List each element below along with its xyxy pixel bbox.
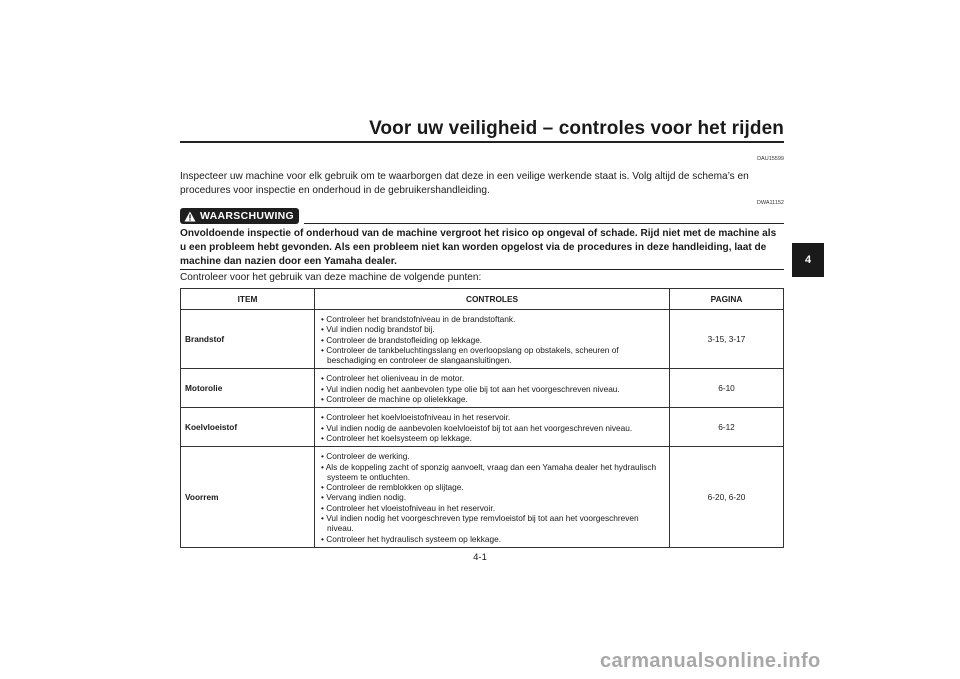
warning-code: DWA11152 <box>756 200 784 206</box>
warning-text: Onvoldoende inspectie of onderhoud van de machine vergroot het risico op ongeval of schade. Rijd niet met de machine als u een probleem hebt gevonden. Als een probleem niet kan worden opgelost via de procedures in deze handleiding, laat de machine dan nazien door een Yamaha dealer. <box>180 228 777 267</box>
row-item: Koelvloeistof <box>181 408 315 447</box>
checklist-lead: Controleer voor het gebruik van deze machine de volgende punten: <box>180 272 482 283</box>
check-line: • Controleer het vloeistofniveau in het reservoir. <box>321 502 496 513</box>
header-page: PAGINA <box>670 289 784 310</box>
intro-paragraph: Inspecteer uw machine voor elk gebruik om te waarborgen dat deze in een veilige werkende staat is. Volg altijd de schema’s en procedures voor inspectie en onderhoud in de gebruikershandleiding. <box>180 171 749 196</box>
inspection-table <box>180 288 784 548</box>
header-item: ITEM <box>181 289 315 310</box>
check-line: • Controleer de brandstofleiding op lekkage. <box>321 334 483 345</box>
warning-bottom-divider <box>180 269 784 270</box>
page-number: 4-1 <box>473 552 487 563</box>
row-page: 6-10 <box>670 369 784 408</box>
table-row <box>181 447 784 548</box>
warning-badge <box>180 208 299 224</box>
check-line: • Controleer het hydraulisch systeem op lekkage. <box>321 533 501 544</box>
check-line: • Vul indien nodig het aanbevolen type olie bij tot aan het voorgeschreven niveau. <box>321 383 620 394</box>
row-page: 6-12 <box>670 408 784 447</box>
row-page: 3-15, 3-17 <box>670 310 784 369</box>
warning-label: WAARSCHUWING <box>200 210 295 222</box>
row-checks <box>315 408 670 447</box>
row-checks <box>315 447 670 548</box>
check-line: • Controleer de werking. <box>321 451 410 462</box>
check-line: • Vul indien nodig brandstof bij. <box>321 324 435 335</box>
table-row <box>181 408 784 447</box>
check-line: • Controleer de remblokken op slijtage. <box>321 482 464 493</box>
table-row <box>181 369 784 408</box>
check-line: • Controleer het koelvloeistofniveau in het reservoir. <box>321 412 511 423</box>
row-page: 6-20, 6-20 <box>670 447 784 548</box>
warning-triangle-icon <box>184 211 196 222</box>
check-line: • Vul indien nodig de aanbevolen koelvloeistof bij tot aan het voorgeschreven niveau. <box>321 422 633 433</box>
row-item: Brandstof <box>181 310 315 369</box>
row-item: Motorolie <box>181 369 315 408</box>
check-line: • Controleer het koelsysteem op lekkage. <box>321 432 472 443</box>
footer-watermark: carmanualsonline.info <box>600 650 821 672</box>
row-checks <box>315 310 670 369</box>
chapter-tab: 4 <box>792 243 824 277</box>
table-header-row <box>181 289 784 310</box>
row-checks <box>315 369 670 408</box>
check-line: • Controleer de machine op olielekkage. <box>321 394 468 405</box>
section-code: DAU15599 <box>757 156 784 162</box>
check-line: • Controleer het brandstofniveau in de brandstoftank. <box>321 314 516 324</box>
warning-divider <box>304 223 784 224</box>
page-title: Voor uw veiligheid – controles voor het rijden <box>369 118 784 139</box>
table-row <box>181 310 784 369</box>
check-line: • Vul indien nodig het voorgeschreven type remvloeistof bij tot aan het voorgeschreven niveau. <box>321 513 639 534</box>
header-checks: CONTROLES <box>315 289 670 310</box>
row-item: Voorrem <box>181 447 315 548</box>
check-line: • Vervang indien nodig. <box>321 492 407 503</box>
title-divider <box>180 141 784 143</box>
check-line: • Als de koppeling zacht of sponzig aanvoelt, vraag dan een Yamaha dealer het hydraulisch systeem te ontluchten. <box>321 461 657 482</box>
check-line: • Controleer het olieniveau in de motor. <box>321 373 465 384</box>
check-line: • Controleer de tankbeluchtingsslang en overloopslang op obstakels, scheuren of beschadiging en controleer de slangaansluitingen. <box>321 344 619 366</box>
